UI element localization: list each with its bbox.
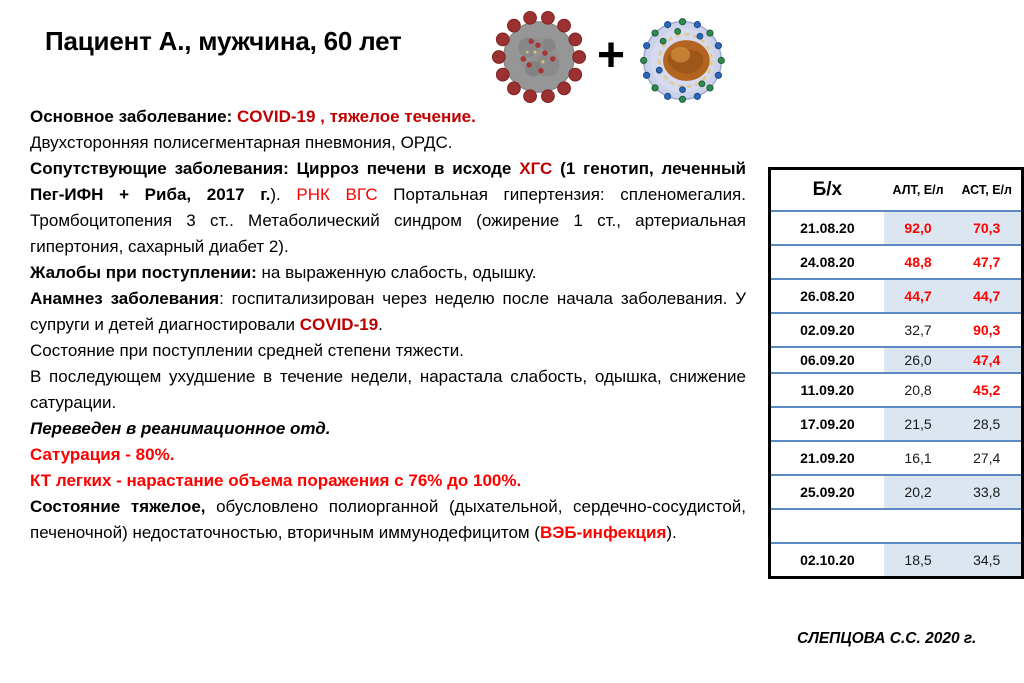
cell-ast: 28,5	[952, 407, 1022, 441]
cell-ast: 34,5	[952, 543, 1022, 578]
main-disease-paragraph	[30, 104, 746, 156]
cell-date: 21.09.20	[770, 441, 884, 475]
col-header-biochem: Б/х	[770, 169, 884, 212]
status-admission: Состояние при поступлении средней степени тяжести.	[30, 341, 464, 360]
icu-paragraph	[30, 416, 746, 494]
table-row	[770, 313, 1023, 347]
cell-alt: 20,8	[904, 382, 932, 398]
cell-alt: 18,5	[884, 543, 953, 578]
attribution: СЛЕПЦОВА С.С. 2020 г.	[797, 630, 977, 647]
cell-alt: 26,0	[884, 347, 953, 373]
rna-hcv: РНК ВГС	[296, 185, 378, 204]
ct-lungs-text: КТ легких - нарастание объема поражения с 76% до 100%.	[30, 471, 522, 490]
cell-date: 25.09.20	[770, 475, 884, 509]
severe-label: Состояние тяжелое,	[30, 497, 206, 516]
severe-paragraph	[30, 494, 746, 546]
cell-date: 17.09.20	[770, 407, 884, 441]
cell-alt	[884, 509, 953, 543]
table-row	[770, 475, 1023, 509]
plus-sign: +	[597, 29, 626, 82]
table-row	[770, 441, 1023, 475]
cell-ast: 33,8	[952, 475, 1022, 509]
cell-alt: 92,0	[884, 211, 953, 245]
table-row	[770, 407, 1023, 441]
status-decline: В последующем ухудшение в течение недели, нарастала слабость, одышка, снижение сатурации.	[30, 367, 746, 412]
anamnesis-paragraph	[30, 286, 746, 338]
table-row	[770, 509, 1023, 543]
saturation-text: Сатурация - 80%.	[30, 445, 175, 464]
anamnesis-end: .	[378, 315, 383, 334]
cell-ast: 90,3	[973, 322, 1001, 338]
cell-ast: 45,2	[973, 382, 1001, 398]
cell-date: 06.09.20	[770, 347, 884, 373]
pneumonia-text: Двухсторонняя полисегментарная пневмония, ОРДС.	[30, 133, 453, 152]
table-row	[770, 347, 1023, 373]
complaints-label: Жалобы при поступлении:	[30, 263, 257, 282]
comorbid-paragraph	[30, 156, 746, 260]
hepatitis-virus-icon	[634, 12, 731, 114]
comorbid-paren: ).	[270, 185, 297, 204]
cell-ast: 27,4	[973, 450, 1001, 466]
lab-results-panel	[768, 167, 1024, 579]
lab-table-body	[770, 211, 1023, 578]
cell-ast: 70,3	[952, 211, 1022, 245]
col-header-ast: АСТ, Е/л	[952, 169, 1022, 212]
complaints-paragraph	[30, 260, 746, 286]
icu-transfer: Переведен в реанимационное отд.	[30, 419, 331, 438]
status-paragraph	[30, 338, 746, 416]
cell-date: 11.09.20	[770, 373, 884, 407]
main-disease-value: COVID-19 , тяжелое течение.	[237, 107, 476, 126]
cell-date: 24.08.20	[770, 245, 884, 279]
lab-results-table	[768, 167, 1024, 579]
complaints-text: на выраженную слабость, одышку.	[256, 263, 537, 282]
cell-alt: 48,8	[904, 254, 932, 270]
cell-date: 21.08.20	[770, 211, 884, 245]
cell-ast: 44,7	[952, 279, 1022, 313]
severe-end: ).	[666, 523, 677, 542]
page-title: Пациент А., мужчина, 60 лет	[45, 26, 402, 56]
cell-ast: 47,4	[952, 347, 1022, 373]
anamnesis-label: Анамнез заболевания	[30, 289, 220, 308]
cell-date: 02.09.20	[770, 313, 884, 347]
hcv-abbr: ХГС	[519, 159, 553, 178]
table-row	[770, 279, 1023, 313]
anamnesis-covid: COVID-19	[299, 315, 379, 334]
comorbid-rest: Портальная гипертензия: спленомегалия. Тромбоцитопения 3 ст.. Метаболический синдром (ожирение 1 ст., артериальная гипертония, сахарный диабет 2).	[30, 185, 746, 256]
coronavirus-icon	[483, 8, 595, 111]
cell-alt: 44,7	[884, 279, 953, 313]
cell-ast: 47,7	[973, 254, 1001, 270]
cell-date	[770, 509, 884, 543]
virus-images	[483, 6, 743, 112]
table-row	[770, 245, 1023, 279]
cell-ast	[952, 509, 1022, 543]
cell-alt: 21,5	[884, 407, 953, 441]
cell-alt: 32,7	[904, 322, 932, 338]
table-row	[770, 373, 1023, 407]
severe-text: обусловлено полиорганной (дыхательной, сердечно-сосудистой, печеночной) недостаточностью, вторичным иммунодефицитом (	[30, 497, 747, 542]
table-row	[770, 211, 1023, 245]
cell-date: 02.10.20	[770, 543, 884, 578]
anamnesis-text: : госпитализирован через неделю после начала заболевания. У супруги и детей диагностировали	[30, 289, 746, 334]
comorbid-treatment: (1 генотип, леченный Пег-ИФН + Риба, 2017 г.	[30, 159, 746, 204]
main-disease-label: Основное заболевание:	[30, 107, 238, 126]
col-header-alt: АЛТ, Е/л	[884, 169, 953, 212]
cell-date: 26.08.20	[770, 279, 884, 313]
cell-alt: 16,1	[904, 450, 932, 466]
table-header-row	[770, 169, 1023, 212]
comorbid-lead: Сопутствующие заболевания: Цирроз печени в исходе	[30, 159, 520, 178]
table-row	[770, 543, 1023, 578]
veb-infection: ВЭБ-инфекция	[539, 523, 667, 542]
case-description	[30, 104, 746, 546]
cell-alt: 20,2	[884, 475, 953, 509]
